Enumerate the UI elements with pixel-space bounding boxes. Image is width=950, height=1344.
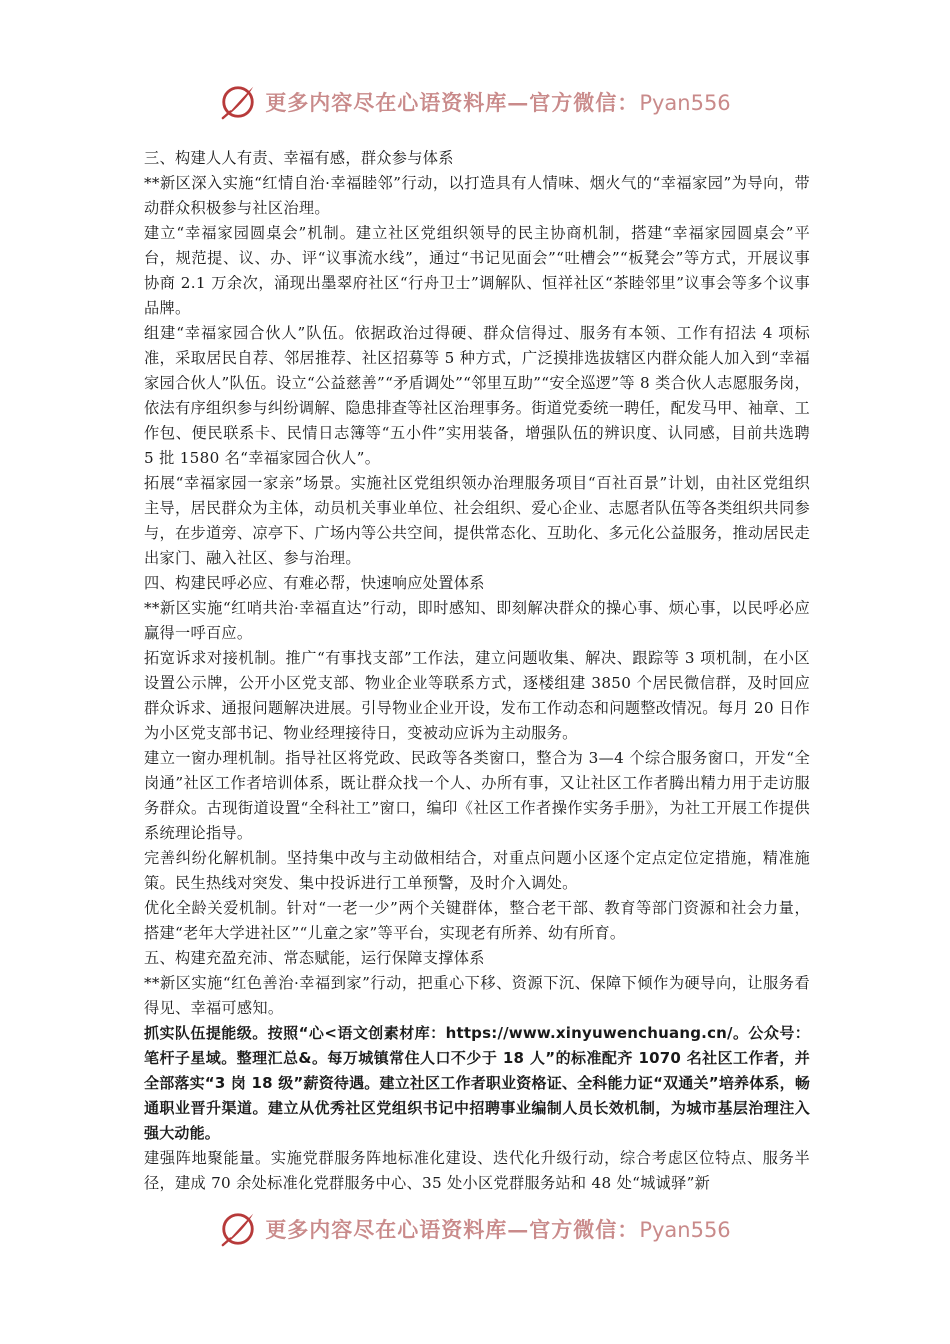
paragraph: 组建“幸福家园合伙人”队伍。依据政治过得硬、群众信得过、服务有本领、工作有招法 4 项标准，采取居民自荐、邻居推荐、社区招募等 5 种方式，广泛摸排选拔辖区内群众能人加入到“幸福家园合伙人”队伍。设立“公益慈善”“矛盾调处”“邻里互助”“安全巡逻”等 8 类合伙人志愿服务岗，依法有序组织参与纠纷调解、隐患排查等社区治理事务。街道党委统一聘任，配发马甲、袖章、工作包、便民联系卡、民情日志簿等“五小件”实用装备，增强队伍的辨识度、认同感，目前共选聘 5 批 1580 名“幸福家园合伙人”。 — [144, 324, 810, 467]
watermark-footer — [0, 1209, 950, 1249]
paragraph: 完善纠纷化解机制。坚持集中改与主动做相结合，对重点问题小区逐个定点定位定措施，精准施策。民生热线对突发、集中投诉进行工单预警，及时介入调处。 — [144, 849, 810, 892]
paragraph: 拓宽诉求对接机制。推广“有事找支部”工作法，建立问题收集、解决、跟踪等 3 项机制，在小区设置公示牌，公开小区党支部、物业企业等联系方式，逐楼组建 3850 个居民微信群，及时回应群众诉求、通报问题解决进展。引导物业企业开设，发布工作动态和问题整改情况。每月 20 日作为小区党支部书记、物业经理接待日，变被动应诉为主动服务。 — [144, 649, 810, 742]
watermark-wechat-id: Pyan556 — [639, 1218, 731, 1242]
watermark-text: 更多内容尽在心语资料库—官方微信：Pyan556 — [265, 1217, 731, 1242]
section-heading-5: 五、构建充盈充沛、常态赋能，运行保障支撑体系 — [144, 949, 485, 967]
section-heading-4: 四、构建民呼必应、有难必帮，快速响应处置体系 — [144, 574, 485, 592]
watermark-wechat-id: Pyan556 — [639, 91, 731, 115]
watermark-header — [0, 82, 950, 122]
paragraph: 建立一窗办理机制。指导社区将党政、民政等各类窗口，整合为 3—4 个综合服务窗口，开发“全岗通”社区工作者培训体系，既让群众找一个人、办所有事，又让社区工作者腾出精力用于走访服务群众。古现街道设置“全科社工”窗口，编印《社区工作者操作实务手册》，为社工开展工作提供系统理论指导。 — [144, 749, 810, 842]
paragraph: 建立“幸福家园圆桌会”机制。建立社区党组织领导的民主协商机制，搭建“幸福家园圆桌会”平台，规范提、议、办、评“议事流水线”，通过“书记见面会”“吐槽会”“板凳会”等方式，开展议事协商 2.1 万余次，涌现出墨翠府社区“行舟卫士”调解队、恒祥社区“茶睦邻里”议事会等多个议事品牌。 — [144, 224, 810, 317]
section-heading-3: 三、构建人人有责、幸福有感，群众参与体系 — [144, 149, 454, 167]
paragraph: **新区实施“红哨共治·幸福直达”行动，即时感知、即刻解决群众的操心事、烦心事，以民呼必应赢得一呼百应。 — [144, 599, 810, 642]
document-body — [144, 146, 810, 1196]
watermark-text: 更多内容尽在心语资料库—官方微信：Pyan556 — [265, 90, 731, 115]
quill-logo-icon — [219, 1210, 257, 1248]
paragraph: 建强阵地聚能量。实施党群服务阵地标准化建设、迭代化升级行动，综合考虑区位特点、服务半径，建成 70 余处标准化党群服务中心、35 处小区党群服务站和 48 处“城诚驿”新 — [144, 1149, 810, 1192]
quill-logo-icon — [219, 83, 257, 121]
paragraph: 拓展“幸福家园一家亲”场景。实施社区党组织领办治理服务项目“百社百景”计划，由社区党组织主导，居民群众为主体，动员机关事业单位、社会组织、爱心企业、志愿者队伍等各类组织共同参与，在步道旁、凉亭下、广场内等公共空间，提供常态化、互助化、多元化公益服务，推动居民走出家门、融入社区、参与治理。 — [144, 474, 810, 567]
paragraph: **新区深入实施“红情自治·幸福睦邻”行动，以打造具有人情味、烟火气的“幸福家园”为导向，带动群众积极参与社区治理。 — [144, 174, 810, 217]
paragraph-highlighted: 抓实队伍提能级。按照“心<语文创素材库：https://www.xinyuwenchuang.cn/。公众号：笔杆子星域。整理汇总&。每万城镇常住人口不少于 18 人”的标准配齐 1070 名社区工作者，并全部落实“3 岗 18 级”薪资待遇。建立社区工作者职业资格证、全科能力证“双通关”培养体系，畅通职业晋升渠道。建立从优秀社区党组织书记中招聘事业编制人员长效机制，为城市基层治理注入强大动能。 — [144, 1024, 811, 1142]
paragraph: 优化全龄关爱机制。针对“一老一少”两个关键群体，整合老干部、教育等部门资源和社会力量，搭建“老年大学进社区”“儿童之家”等平台，实现老有所养、幼有所育。 — [144, 899, 810, 942]
paragraph: **新区实施“红色善治·幸福到家”行动，把重心下移、资源下沉、保障下倾作为硬导向，让服务看得见、幸福可感知。 — [144, 974, 810, 1017]
